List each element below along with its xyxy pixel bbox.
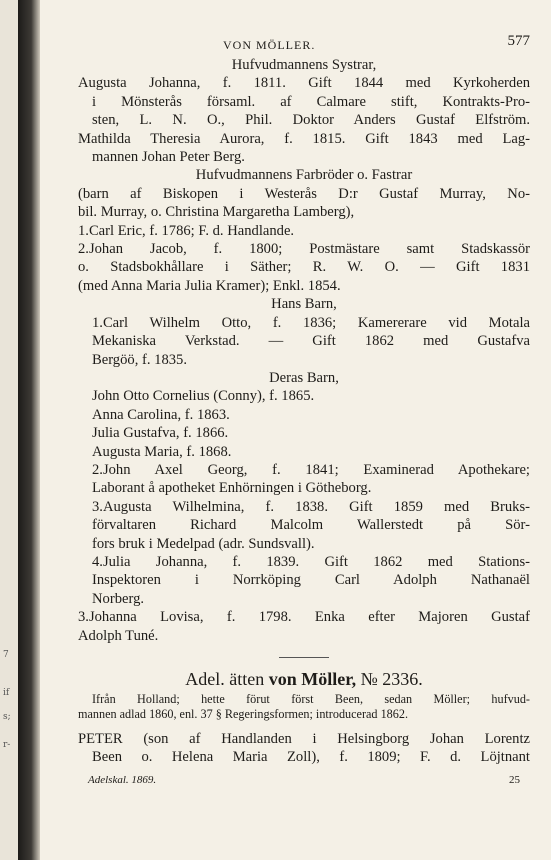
- line-text: Mekaniska Verkstad. — Gift 1862 med Gustafva: [92, 333, 530, 350]
- line-text: Inspektoren i Norrköping Carl Adolph Nathanaël: [92, 572, 530, 589]
- text-line: [78, 351, 530, 369]
- line-text: förvaltaren Richard Malcolm Wallerstedt på Sör-: [92, 517, 530, 534]
- line-text: Johan Jacob, f. 1800; Postmästare samt Stadskassör: [88, 241, 530, 258]
- text-line: [78, 258, 530, 276]
- entry-number: 2.: [92, 461, 103, 478]
- book-page: [40, 0, 551, 860]
- line-text: (med Anna Maria Julia Kramer); Enkl. 1854.: [78, 277, 341, 294]
- line-text: Anna Carolina, f. 1863.: [92, 406, 230, 423]
- text-line: [78, 553, 530, 571]
- text-line: [78, 571, 530, 589]
- family-note-line: Ifrån Holland; hette förut först Been, sedan Möller; hufvud-: [92, 692, 530, 706]
- line-text: Augusta Johanna, f. 1811. Gift 1844 med Kyrkoherden: [78, 75, 530, 92]
- line-text: mannen Johan Peter Berg.: [92, 149, 245, 166]
- text-line: [78, 332, 530, 350]
- text-line: [78, 314, 530, 332]
- text-line: [78, 166, 530, 184]
- family-heading-prefix: Adel. ätten: [185, 669, 265, 689]
- text-line: [78, 461, 530, 479]
- entry-number: 3.: [78, 609, 89, 626]
- text-line: [78, 443, 530, 461]
- signature-number: 25: [509, 773, 520, 786]
- genealogy-entries: [78, 56, 530, 645]
- text-line: [78, 424, 530, 442]
- text-line: [78, 627, 530, 645]
- line-text: Norberg.: [92, 590, 145, 607]
- text-line: [78, 148, 530, 166]
- line-text: Augusta Wilhelmina, f. 1838. Gift 1859 med Bruks-: [102, 498, 530, 515]
- page-footer: [78, 769, 530, 787]
- facing-page-edge: [0, 0, 18, 860]
- line-text: (barn af Biskopen i Westerås D:r Gustaf Murray, No-: [78, 185, 530, 202]
- line-text: o. Stadsbokhållare i Säther; R. W. O. — Gift 1831: [78, 259, 530, 276]
- text-line: [78, 295, 530, 313]
- text-line: [78, 498, 530, 516]
- text-line: [78, 222, 530, 240]
- line-text: Augusta Maria, f. 1868.: [92, 443, 232, 460]
- text-line: [78, 535, 530, 553]
- text-line: [78, 130, 530, 148]
- text-line: [78, 74, 530, 92]
- line-text: Carl Wilhelm Otto, f. 1836; Kamererare vid Motala: [102, 314, 530, 331]
- signature-mark: Adelskal. 1869.: [88, 773, 157, 786]
- margin-mark: 7: [3, 650, 9, 660]
- running-head: [78, 30, 530, 52]
- line-text: fors bruk i Medelpad (adr. Sundsvall).: [92, 535, 315, 552]
- margin-mark: if: [3, 688, 10, 698]
- family-name: von Möller,: [268, 669, 357, 689]
- entry-number: 1.: [78, 222, 89, 239]
- text-line: [78, 56, 530, 74]
- family-heading: [78, 666, 530, 692]
- line-text: Hufvudmannens Systrar,: [231, 57, 377, 73]
- line-text: Laborant å apotheket Enhörningen i Götheborg.: [92, 480, 372, 497]
- entry-number: 1.: [92, 314, 103, 331]
- line-text: Hans Barn,: [271, 296, 337, 313]
- line-text: Julia Johanna, f. 1839. Gift 1862 med Stations-: [102, 553, 530, 570]
- entry-line: PETER (son af Handlanden i Helsingborg Johan Lorentz: [78, 731, 530, 747]
- book-gutter: [18, 0, 40, 860]
- line-text: John Axel Georg, f. 1841; Examinerad Apothekare;: [102, 461, 530, 478]
- line-text: John Otto Cornelius (Conny), f. 1865.: [92, 388, 315, 405]
- text-line: [78, 277, 530, 295]
- family-number: № 2336.: [360, 669, 423, 689]
- line-text: Bergöö, f. 1835.: [92, 351, 187, 368]
- text-line: [78, 203, 530, 221]
- entry-line: Been o. Helena Maria Zoll), f. 1809; F. d. Löjtnant: [92, 749, 530, 766]
- page-text: [78, 30, 530, 787]
- line-text: bil. Murray, o. Christina Margaretha Lamberg),: [78, 204, 355, 221]
- text-line: [78, 479, 530, 497]
- line-text: Hufvudmannens Farbröder o. Fastrar: [195, 167, 413, 184]
- text-line: [78, 406, 530, 424]
- entry-number: 4.: [92, 553, 103, 570]
- line-text: Deras Barn,: [269, 369, 339, 386]
- text-line: [78, 516, 530, 534]
- text-line: [78, 369, 530, 387]
- line-text: Johanna Lovisa, f. 1798. Enka efter Majoren Gustaf: [88, 609, 530, 626]
- text-line: [78, 111, 530, 129]
- line-text: Carl Eric, f. 1786; F. d. Handlande.: [88, 222, 295, 239]
- line-text: Mathilda Theresia Aurora, f. 1815. Gift 1843 med Lag-: [78, 130, 530, 147]
- entry-number: 2.: [78, 241, 89, 258]
- page-number: 577: [507, 33, 530, 49]
- text-line: [78, 387, 530, 405]
- line-text: Julia Gustafva, f. 1866.: [92, 425, 229, 442]
- line-text: sten, L. N. O., Phil. Doktor Anders Gustaf Elfström.: [92, 112, 530, 129]
- entry-number: 3.: [92, 498, 103, 515]
- running-head-title: VON MÖLLER.: [223, 38, 316, 52]
- text-line: [78, 93, 530, 111]
- family-note-line: mannen adlad 1860, enl. 37 § Regeringsformen; introducerad 1862.: [78, 707, 408, 721]
- section-rule: [279, 657, 329, 658]
- margin-mark: r-: [3, 740, 11, 750]
- line-text: Adolph Tuné.: [78, 627, 159, 644]
- text-line: [78, 185, 530, 203]
- margin-mark: s;: [3, 712, 11, 722]
- text-line: [78, 240, 530, 258]
- line-text: i Mönsterås församl. af Calmare stift, Kontrakts-Pro-: [92, 93, 530, 110]
- text-line: [78, 590, 530, 608]
- text-line: [78, 608, 530, 626]
